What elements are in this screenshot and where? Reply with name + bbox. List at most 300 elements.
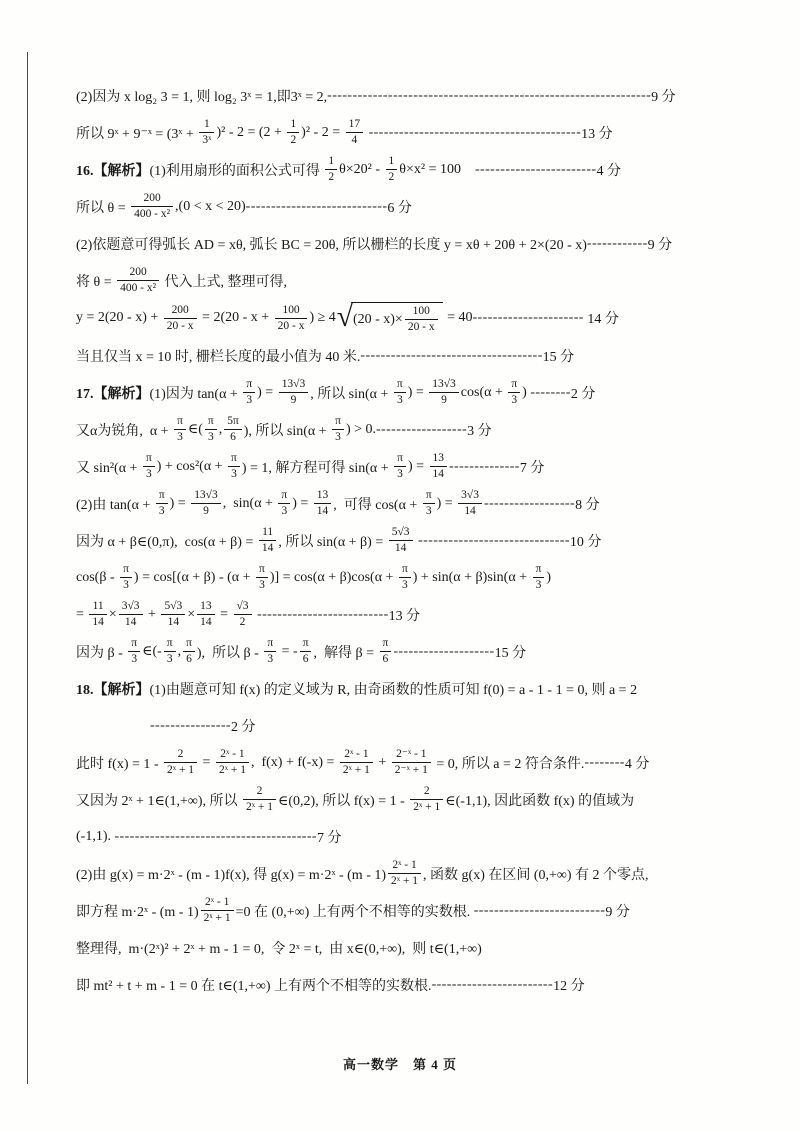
numerator: 2⁻ˣ - 1	[392, 748, 431, 763]
denominator: 2ˣ + 1	[167, 764, 195, 777]
score-mark: 2 分	[231, 719, 256, 735]
numerator: π	[399, 563, 411, 578]
numerator: π	[394, 378, 406, 393]
fraction	[399, 563, 411, 592]
denominator: 3	[535, 579, 542, 592]
numerator: π	[380, 637, 392, 652]
fraction	[174, 415, 186, 444]
text-run: = 40	[443, 310, 473, 326]
text-run: (1)利用扇形的面积公式可得	[149, 163, 324, 179]
text-run: (1)由题意可知 f(x) 的定义域为 R, 由奇函数的性质可知 f(0) = a - 1 - 1 = 0, 则 a = 2	[149, 682, 638, 698]
numerator: π	[264, 637, 276, 652]
solution-line	[76, 488, 752, 519]
denominator: 14	[92, 616, 104, 629]
text-run: ) =	[257, 384, 277, 400]
score-mark: 10 分	[569, 534, 602, 550]
text-run: = 0, 所以 a = 2 符合条件.	[432, 756, 585, 772]
denominator: 3	[259, 579, 265, 592]
score-mark: 4 分	[596, 163, 621, 179]
numerator: π	[423, 489, 435, 504]
fraction	[143, 452, 155, 481]
numerator: π	[243, 378, 255, 393]
text-run: ) ≥ 4	[309, 310, 336, 326]
fraction	[164, 748, 197, 777]
solution-line	[76, 562, 752, 593]
score-mark: 4 分	[624, 756, 650, 772]
denominator: 4	[351, 134, 358, 146]
numerator: 1	[287, 118, 299, 133]
text-run: (-1,1).	[76, 828, 115, 844]
denominator: 3	[207, 431, 214, 444]
fraction	[243, 785, 276, 814]
score-mark: 9 分	[651, 89, 676, 105]
fraction	[346, 118, 363, 147]
score-mark: 7 分	[519, 460, 545, 476]
solution-line	[76, 821, 752, 852]
numerator: 13√3	[429, 378, 459, 393]
denominator: 6	[230, 431, 236, 444]
dash-leader: --------------------------	[473, 902, 606, 918]
section-label: 18.【解析】	[76, 682, 150, 698]
fraction	[224, 415, 242, 444]
score-mark: 3 分	[467, 423, 492, 439]
denominator: 3	[396, 394, 403, 407]
denominator: 2ˣ + 1	[342, 764, 370, 777]
fraction	[533, 563, 545, 592]
fraction	[199, 118, 214, 147]
dash-leader: --------	[584, 754, 625, 770]
text-run: ,(0 < x < 20)	[175, 198, 246, 214]
fraction	[161, 600, 185, 629]
text-run: , f(x) + f(-x) =	[250, 754, 338, 770]
score-mark: 14 分	[583, 312, 619, 328]
numerator: π	[300, 637, 312, 652]
score-mark: 8 分	[575, 497, 600, 513]
fraction	[423, 489, 435, 518]
text-run: ) =	[407, 384, 428, 400]
text-run: , sin(α +	[222, 495, 277, 511]
dash-leader: ------------------------	[431, 976, 554, 992]
fraction	[216, 748, 249, 777]
denominator: 3	[131, 653, 138, 666]
fraction	[89, 600, 106, 629]
dash-leader: --------------	[448, 458, 520, 474]
text-run: ∈(-	[142, 644, 162, 660]
numerator: 17	[346, 118, 363, 133]
numerator: 100	[405, 305, 438, 320]
fraction	[243, 378, 255, 407]
text-run: ∈(-1,1), 因此函数 f(x) 的值域为	[445, 793, 635, 809]
solution-line	[76, 154, 752, 185]
fraction	[332, 415, 344, 444]
text-run: )² - 2 = (2 +	[216, 124, 286, 140]
fraction	[314, 489, 331, 518]
dash-leader: --------------------	[393, 643, 495, 659]
dash-leader: ------------------------	[474, 161, 597, 177]
denominator: 2ˣ + 1	[203, 912, 231, 925]
solution-line	[76, 784, 752, 815]
numerator: π	[256, 563, 268, 578]
score-mark: 2 分	[570, 386, 596, 402]
denominator: 20 - x	[166, 319, 194, 332]
numerator: 13	[314, 489, 331, 504]
numerator: π	[174, 415, 186, 430]
fraction	[458, 489, 482, 518]
dash-leader: ------------------------------	[418, 532, 570, 548]
text-run: 即方程 m·2ˣ - (m - 1)	[76, 904, 199, 920]
solution-line	[76, 747, 752, 778]
numerator: 2ˣ - 1	[388, 859, 421, 874]
score-mark: 12 分	[553, 978, 585, 994]
text-run: ) =	[169, 495, 190, 511]
denominator: 2ˣ + 1	[246, 801, 274, 814]
denominator: 2ˣ + 1	[218, 764, 246, 777]
numerator: 5√3	[161, 600, 185, 615]
numerator: π	[156, 489, 168, 504]
text-run: (2)由 g(x) = m·2ˣ - (m - 1)f(x), 得 g(x) = m·2ˣ - (m - 1)	[76, 867, 387, 883]
dash-leader: ------------------------------------	[360, 347, 543, 363]
text-run: )	[546, 569, 552, 585]
denominator: 2ˣ + 1	[391, 875, 419, 888]
text-run: 又 sin²(α +	[76, 460, 141, 476]
text-run: =	[199, 754, 214, 770]
fraction	[228, 452, 240, 481]
fraction	[279, 378, 309, 407]
text-run: 因为 α + β∈(0,π), cos(α + β) =	[76, 534, 257, 550]
dash-leader: ------------------------------------------	[368, 124, 582, 140]
fraction	[128, 637, 140, 666]
denominator: 20 - x	[277, 319, 305, 332]
numerator: 1	[325, 155, 337, 170]
text-run: (1)因为 tan(α +	[149, 386, 242, 402]
text-run: (20 - x)×	[352, 311, 403, 327]
text-run: )	[522, 384, 531, 400]
numerator: π	[278, 489, 290, 504]
fraction	[405, 305, 438, 334]
text-run: ×	[187, 606, 196, 622]
fraction	[120, 563, 132, 592]
fraction	[131, 192, 173, 221]
solution-line	[76, 80, 752, 111]
numerator: 200	[117, 266, 159, 281]
dash-leader: ----------------------	[472, 310, 584, 326]
dash-leader: ----------------------------	[245, 198, 388, 214]
denominator: 14	[167, 616, 180, 629]
numerator: π	[508, 378, 520, 393]
dash-leader: ----------------	[150, 717, 231, 733]
score-mark: 6 分	[387, 200, 412, 216]
score-mark: 15 分	[542, 349, 575, 365]
text-run: +	[144, 606, 160, 622]
numerator: π	[228, 452, 240, 467]
numerator: √3	[234, 600, 252, 615]
text-run: y = 2(20 - x) +	[76, 310, 162, 326]
numerator: 11	[89, 600, 106, 615]
text-run: θ×x² = 100	[399, 161, 475, 177]
numerator: 200	[131, 192, 173, 207]
denominator: 3	[231, 468, 237, 481]
denominator: 2	[239, 616, 246, 629]
denominator: 3	[166, 653, 173, 666]
solution-line	[76, 710, 752, 741]
text-run: = 2(20 - x +	[198, 310, 273, 326]
solution-line	[76, 117, 752, 148]
numerator: π	[205, 415, 217, 430]
solution-text-body	[76, 80, 752, 1006]
solution-line	[76, 451, 752, 482]
text-run: , 所以 sin(α + β) =	[278, 534, 387, 550]
numerator: 13√3	[191, 489, 221, 504]
solution-line	[76, 673, 752, 704]
denominator: 9	[203, 505, 209, 518]
numerator: 5π	[224, 415, 242, 430]
text-run: ) = cos[(α + β) - (α +	[133, 569, 255, 585]
solution-line	[76, 191, 752, 222]
fraction	[325, 155, 337, 184]
denominator: 14	[200, 616, 212, 629]
fraction	[117, 266, 159, 295]
fraction	[430, 452, 447, 481]
numerator: 3√3	[119, 600, 143, 615]
page-footer: 高一数学 第 4 页	[342, 1057, 457, 1072]
score-mark: 9 分	[647, 237, 673, 253]
fraction	[278, 489, 290, 518]
denominator: 3	[401, 579, 408, 592]
fraction	[164, 637, 176, 666]
denominator: 3	[281, 505, 288, 518]
score-mark: 9 分	[605, 904, 630, 920]
text-run: ∈(0,2), 所以 f(x) = 1 -	[278, 793, 409, 809]
radical-sign: √	[336, 300, 353, 333]
score-mark: 15 分	[494, 645, 527, 661]
fraction	[164, 304, 197, 333]
solution-line	[76, 377, 752, 408]
fraction	[201, 896, 234, 925]
text-run: θ×20² -	[339, 161, 384, 177]
denominator: 2ˣ + 1	[413, 801, 441, 814]
denominator: 3	[123, 579, 129, 592]
numerator: π	[120, 563, 132, 578]
denominator: 3	[145, 468, 152, 481]
text-run: )² - 2 =	[301, 124, 344, 140]
text-run: ) =	[292, 495, 312, 511]
solution-line	[76, 969, 752, 1000]
numerator: 1	[199, 118, 214, 133]
fraction	[205, 415, 217, 444]
text-run: =	[76, 606, 88, 622]
fraction	[256, 563, 268, 592]
radicand	[351, 302, 443, 334]
text-run: , 解得 β =	[313, 645, 378, 661]
solution-line	[76, 932, 752, 963]
text-run: 将 θ =	[76, 274, 116, 290]
solution-line	[76, 414, 752, 445]
numerator: 1	[386, 155, 398, 170]
text-run: 此时 f(x) = 1 -	[76, 756, 163, 772]
text-run: =	[216, 606, 232, 622]
text-run: ×	[108, 606, 117, 622]
fraction	[259, 526, 276, 555]
text-run: 即 mt² + t + m - 1 = 0 在 t∈(1,+∞) 上有两个不相等的实数根.	[76, 978, 432, 994]
text-run: ,	[177, 643, 182, 659]
text-run: , 函数 g(x) 在区间 (0,+∞) 有 2 个零点,	[423, 867, 649, 883]
denominator: 3	[246, 394, 253, 407]
text-run: +	[374, 754, 390, 770]
denominator: 2	[388, 171, 395, 183]
text-run: ) + sin(α + β)sin(α +	[412, 569, 531, 585]
numerator: π	[128, 637, 140, 652]
denominator: 3	[511, 394, 518, 407]
fraction	[394, 452, 406, 481]
numerator: 2	[243, 785, 276, 800]
numerator: π	[332, 415, 344, 430]
text-run: ) = 1, 解方程可得 sin(α +	[241, 460, 393, 476]
text-run: =0 在 (0,+∞) 上有两个不相等的实数根.	[235, 904, 474, 920]
numerator: 5√3	[389, 526, 413, 541]
numerator: 13	[430, 452, 447, 467]
text-run: 所以 θ =	[76, 200, 130, 216]
fraction	[389, 526, 413, 555]
denominator: 14	[261, 542, 274, 555]
score-mark: 13 分	[388, 608, 421, 624]
text-run: ) + cos²(α +	[156, 458, 227, 474]
denominator: 3	[177, 431, 183, 444]
fraction	[380, 637, 392, 666]
text-run: )] = cos(α + β)cos(α +	[269, 569, 397, 585]
numerator: π	[183, 637, 195, 652]
dash-leader: --------	[530, 384, 571, 400]
text-run: (2)由 tan(α +	[76, 497, 154, 513]
solution-line	[76, 265, 752, 296]
text-run: 又α为锐角, α +	[76, 423, 173, 439]
left-margin-line	[27, 52, 28, 1084]
solution-line	[76, 895, 752, 926]
dash-leader: ------------	[586, 235, 648, 251]
text-run: 当且仅当 x = 10 时, 栅栏长度的最小值为 40 米.	[76, 349, 361, 365]
dash-leader: ------------------	[483, 495, 576, 511]
text-run: cos(α +	[460, 384, 507, 400]
denominator: 14	[432, 468, 444, 481]
fraction	[234, 600, 252, 629]
text-run: 因为 β -	[76, 645, 127, 661]
solution-line	[76, 302, 752, 334]
text-run: cos(β -	[76, 569, 119, 585]
denominator: 3	[158, 505, 165, 518]
denominator: 14	[394, 542, 407, 555]
fraction	[119, 600, 143, 629]
fraction	[264, 637, 276, 666]
fraction	[300, 637, 312, 666]
denominator: 2	[290, 134, 297, 146]
denominator: 400 - x²	[134, 208, 171, 220]
denominator: 3	[267, 653, 274, 666]
solution-line	[76, 858, 752, 889]
score-mark: 7 分	[316, 830, 342, 846]
text-run: ), 所以 sin(α +	[243, 423, 331, 439]
fraction	[394, 378, 406, 407]
numerator: 2ˣ - 1	[201, 896, 234, 911]
fraction	[392, 748, 431, 777]
score-mark: 13 分	[581, 126, 613, 142]
fraction	[191, 489, 221, 518]
solution-line	[76, 525, 752, 556]
fraction	[388, 859, 421, 888]
text-run: , 所以 sin(α +	[310, 386, 392, 402]
numerator: 100	[275, 304, 308, 319]
denominator: 9	[441, 394, 447, 407]
denominator: 6	[382, 653, 389, 666]
numerator: 3√3	[458, 489, 482, 504]
fraction	[275, 304, 308, 333]
denominator: 20 - x	[407, 321, 435, 334]
solution-line	[76, 599, 752, 630]
numerator: 2	[410, 785, 443, 800]
text-run: = -	[278, 643, 298, 659]
text-run: ), 所以 β -	[196, 645, 263, 661]
text-run: (2)依题意可得弧长 AD = xθ, 弧长 BC = 20θ, 所以栅栏的长度 y = xθ + 20θ + 2×(20 - x)	[76, 237, 587, 253]
text-run: , 可得 cos(α +	[333, 497, 421, 513]
numerator: 2ˣ - 1	[216, 748, 249, 763]
text-run: ) =	[436, 495, 457, 511]
text-run: 整理得, m·(2ˣ)² + 2ˣ + m - 1 = 0, 令 2ˣ = t, 由 x∈(0,+∞), 则 t∈(1,+∞)	[76, 941, 482, 957]
fraction	[410, 785, 443, 814]
fraction	[287, 118, 299, 147]
dash-leader: --------------------------	[257, 606, 389, 622]
fraction	[429, 378, 459, 407]
numerator: π	[143, 452, 155, 467]
denominator: 3ˣ	[202, 134, 212, 146]
solution-line	[76, 636, 752, 667]
text-run: ) =	[407, 458, 428, 474]
numerator: 2	[164, 748, 197, 763]
numerator: π	[394, 452, 406, 467]
denominator: 2	[328, 171, 335, 183]
denominator: 14	[124, 616, 137, 629]
fraction	[197, 600, 214, 629]
dash-leader: ----------------------------------------------------------------	[327, 87, 652, 103]
numerator: π	[533, 563, 545, 578]
text-run: 代入上式, 整理可得,	[161, 274, 288, 290]
text-run: ,	[218, 421, 223, 437]
solution-line	[76, 228, 752, 259]
section-label: 17.【解析】	[76, 386, 150, 402]
denominator: 6	[302, 653, 309, 666]
denominator: 3	[425, 505, 432, 518]
fraction	[156, 489, 168, 518]
denominator: 6	[186, 653, 192, 666]
denominator: 3	[335, 431, 341, 444]
text-run: ∈(	[187, 422, 203, 438]
numerator: 13√3	[279, 378, 309, 393]
numerator: 200	[164, 304, 197, 319]
fraction	[183, 637, 195, 666]
text-run: (2)因为 x log₂ 3 = 1, 则 log₂ 3ˣ = 1,即3ˣ = 2,	[76, 89, 328, 105]
denominator: 14	[316, 505, 329, 518]
text-run: ) > 0.	[345, 421, 376, 437]
text-run: 所以 9ˣ + 9⁻ˣ = (3ˣ +	[76, 126, 198, 142]
solution-line	[76, 340, 752, 371]
denominator: 400 - x²	[120, 282, 157, 294]
numerator: π	[164, 637, 176, 652]
numerator: 2ˣ - 1	[340, 748, 373, 763]
square-root	[337, 302, 443, 334]
numerator: 13	[197, 600, 214, 615]
section-label: 16.【解析】	[76, 163, 150, 179]
numerator: 11	[259, 526, 276, 541]
denominator: 9	[290, 394, 297, 407]
denominator: 14	[464, 505, 476, 518]
fraction	[508, 378, 520, 407]
